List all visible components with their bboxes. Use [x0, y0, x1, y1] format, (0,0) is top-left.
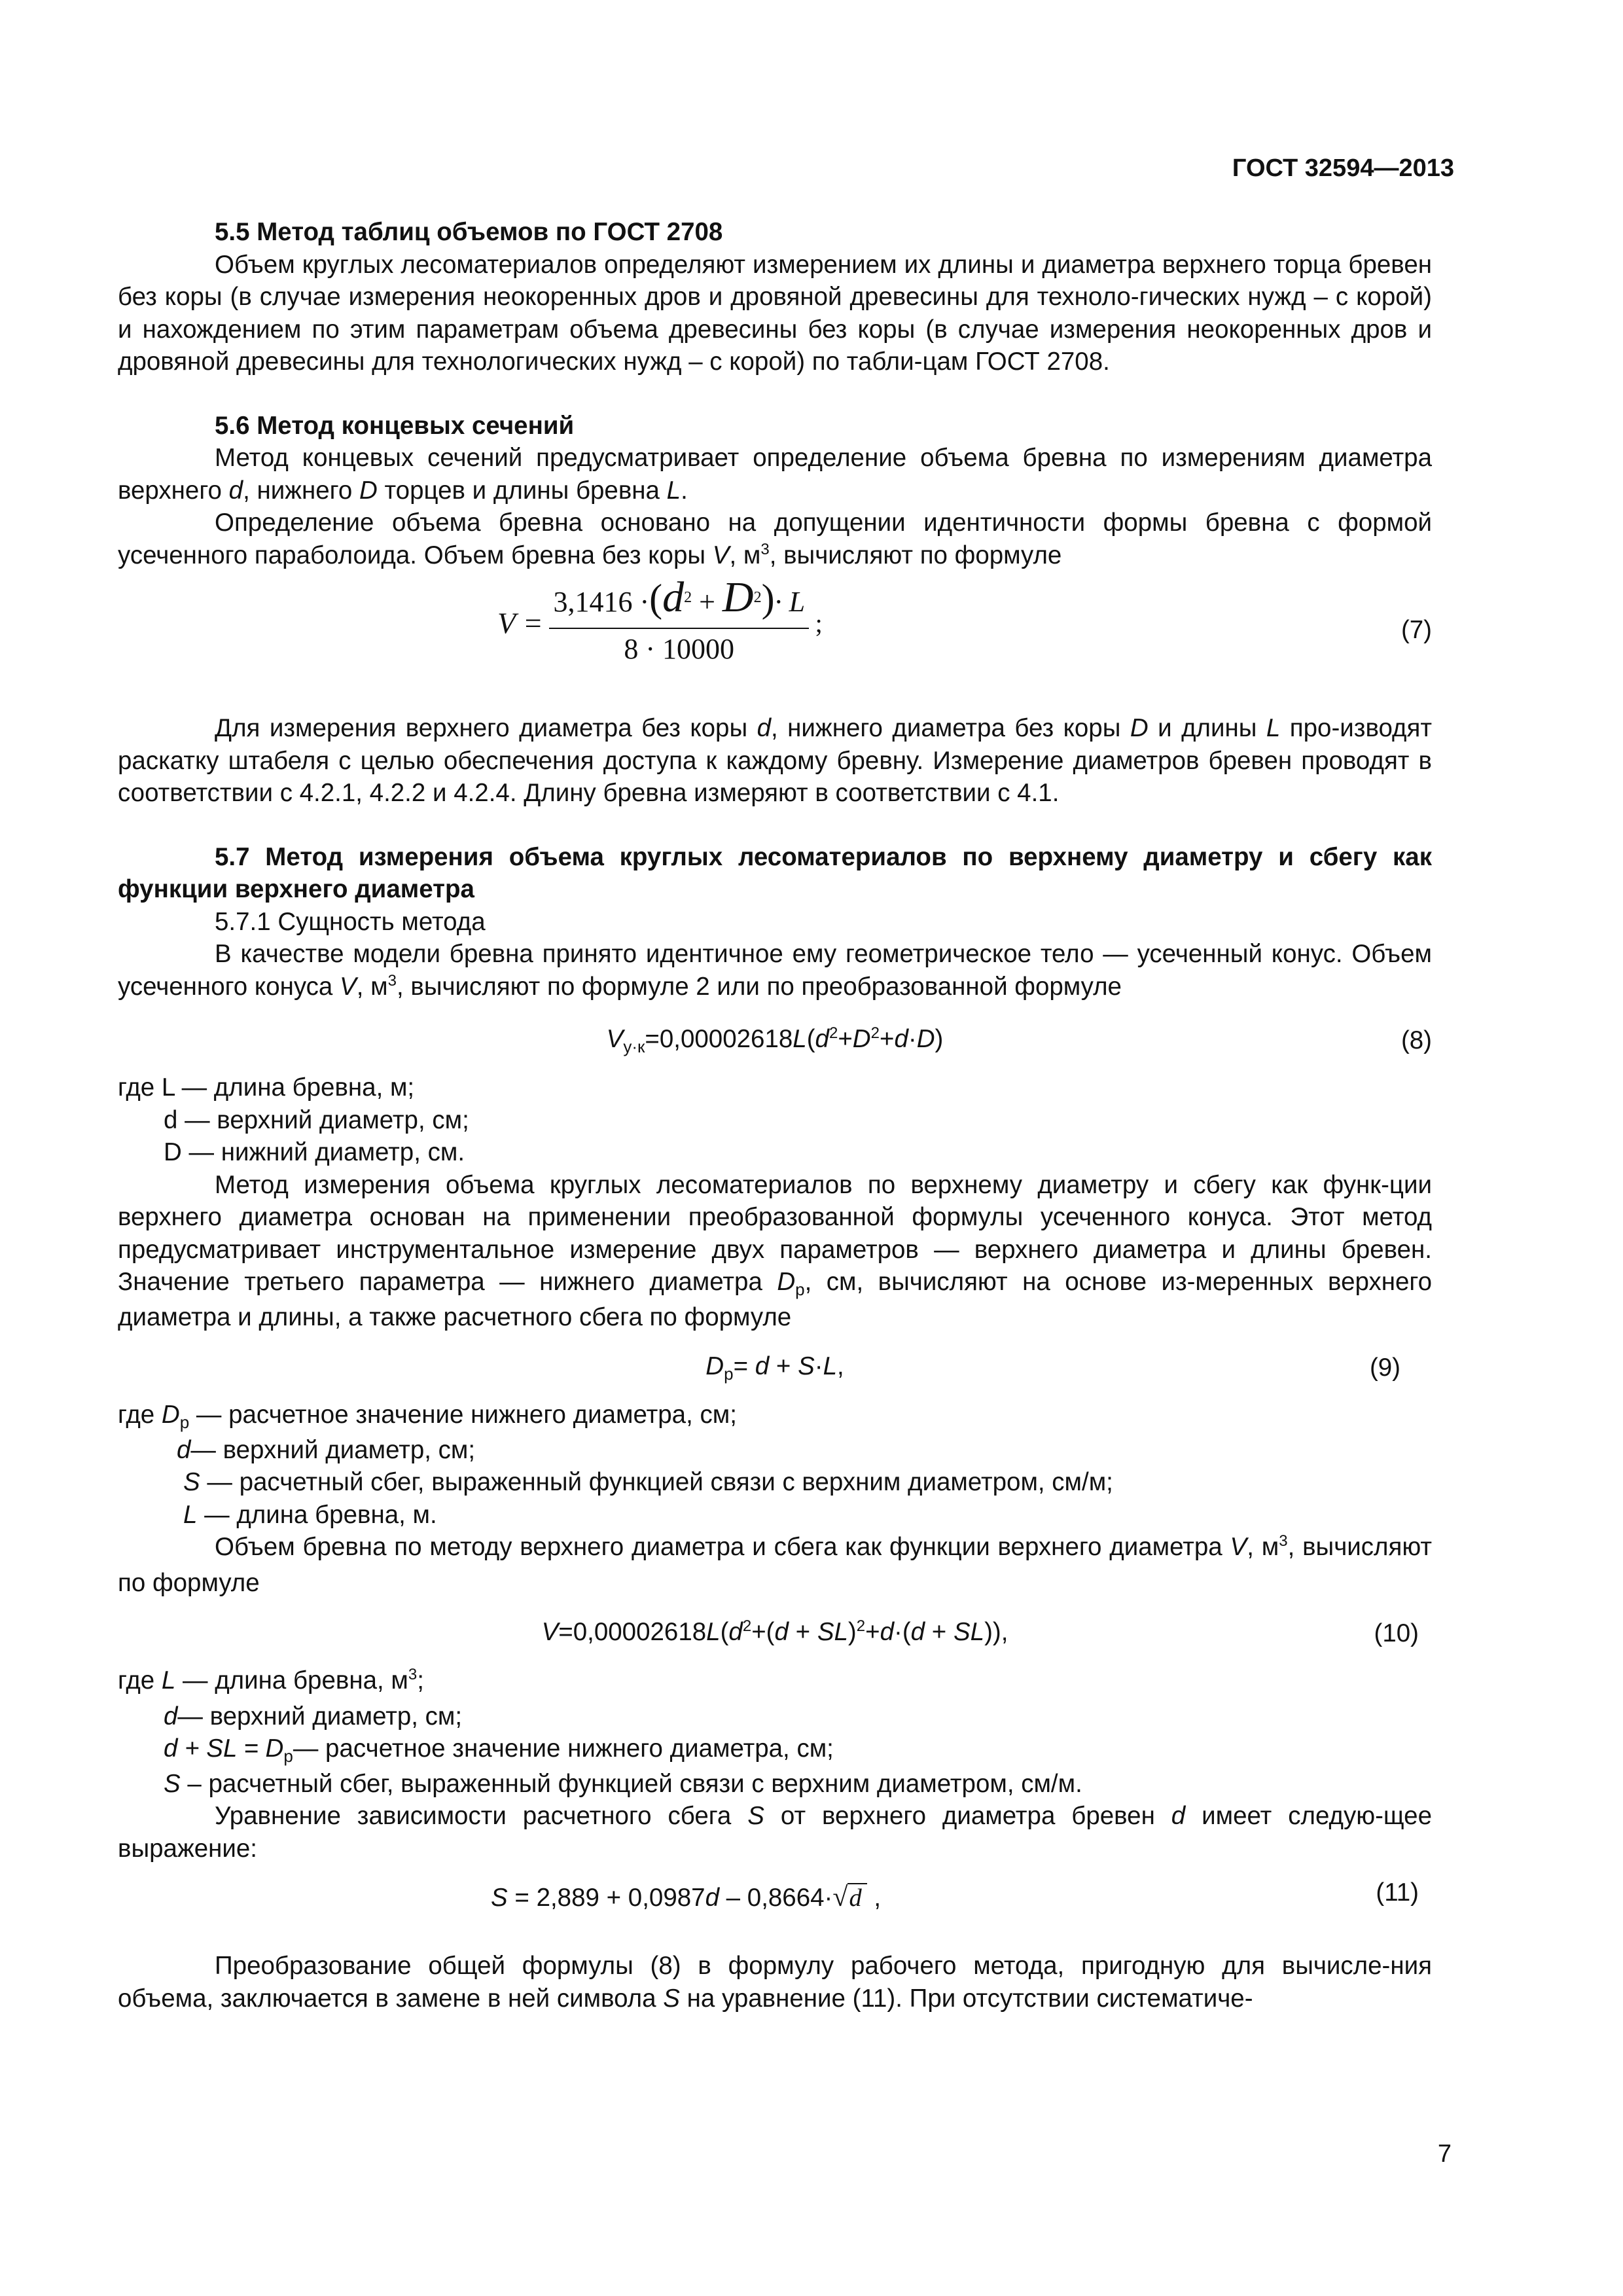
where-line-11: S – расчетный сбег, выраженный функцией связи с верхним диаметром, см/м.: [164, 1769, 1082, 1798]
section-5-7-1-subtitle: 5.7.1 Сущность метода: [215, 907, 486, 936]
where-line-8: где L — длина бревна, $м^3$;: [118, 1666, 424, 1695]
section-5-6-paragraph-3: Для измерения верхнего диаметра без коры d, нижнего диаметра без коры D и длины L про-изводят раскатку штабеля с целью обеспечения доступа к каждому бревну. Измерение диаметров бревен проводят в соответствии с 4.2.1, 4.2.2 и 4.2.4. Длину бревна измеряют в соответствии с 4.1.: [118, 714, 1432, 807]
formula-7-number: (7): [1400, 616, 1432, 644]
formula-11: S = 2,889 + 0,0987d – 0,8664·√d , (11): [118, 1865, 1432, 1930]
section-5-7-paragraph-4: Уравнение зависимости расчетного сбега S от верхнего диаметра бревен d имеет следую-щее выражение:: [118, 1802, 1432, 1863]
document-id: ГОСТ 32594—2013: [1232, 154, 1454, 182]
document-body: [118, 216, 1432, 2015]
where-line-1: где L — длина бревна, м;: [118, 1073, 415, 1102]
section-5-7-title: 5.7 Метод измерения объема круглых лесоматериалов по верхнему диаметру и сбегу как функции верхнего диаметра: [118, 842, 1432, 903]
section-5-6-title: 5.6 Метод концевых сечений: [215, 411, 575, 440]
where-line-6: S — расчетный сбег, выраженный функцией связи с верхним диаметром, см/м;: [183, 1468, 1113, 1496]
formula-10: $V=0,00002618L(d^2+(d + SL)^2+d\cdot(d + SL))$, (10): [118, 1599, 1432, 1664]
formula-11-number: (11): [1376, 1878, 1419, 1907]
formula-9: $D_р= d + S\cdot L$, (9): [705, 1352, 1400, 1384]
where-line-3: D — нижний диаметр, см.: [164, 1138, 465, 1166]
formula-7-fraction: $\frac{3,1416 \cdot(d^2 + D^2)\cdot L}{8 \cdot 10000}$: [549, 581, 809, 665]
where-line-7: L — длина бревна, м.: [183, 1500, 437, 1529]
section-5-7-paragraph-2: Метод измерения объема круглых лесоматериалов по верхнему диаметру и сбегу как функ-ции верхнего диаметра основан на применении преобразованной формулы усеченного конуса. Этот метод предусматривает инструментальное измерение двух параметров — верхнего диаметра и длины бревен. Значение третьего параметра — нижнего диаметра $D_р$, см, вычисляют на основе из-меренных верхнего диаметра и длины, а также расчетного сбега по формуле: [118, 1170, 1432, 1331]
where-line-2: d — верхний диаметр, см;: [164, 1105, 469, 1134]
section-5-7-paragraph-5: Преобразование общей формулы (8) в формулу рабочего метода, пригодную для вычисле-ния объема, заключается в замене в ней символа S на уравнение (11). При отсутствии систематиче-: [118, 1952, 1432, 2013]
section-5-6-paragraph-1: Метод концевых сечений предусматривает определение объема бревна по измерениям диаметра верхнего d, нижнего D торцев и длины бревна L.: [118, 444, 1432, 505]
section-5-5-paragraph: Объем круглых лесоматериалов определяют измерением их длины и диаметра верхнего торца бревен без коры (в случае измерения неокоренных дров и дровяной древесины для техноло-гических нужд – с корой) и нахождением по этим параметрам объема древесины без коры (в случае измерения неокоренных дров и дровяной древесины для технологических нужд – с корой) по табли-цам ГОСТ 2708.: [118, 250, 1432, 376]
formula-9-number: (9): [1369, 1354, 1400, 1382]
page-number: 7: [1437, 2140, 1452, 2168]
where-line-9: d— верхний диаметр, см;: [164, 1702, 463, 1731]
sqrt-radicand: d: [847, 1883, 866, 1912]
section-5-7-paragraph-1: В качестве модели бревна принято идентичное ему геометрическое тело — усеченный конус. Объем усеченного конуса V, $м^3$, вычисляют по формуле 2 или по преобразованной формуле: [118, 940, 1432, 1001]
section-5-6-paragraph-2: Определение объема бревна основано на допущении идентичности формы бревна с формой усеченного параболоида. Объем бревна без коры V, $м^3$, вычисляют по формуле: [118, 509, 1432, 569]
where-line-10: d + SL = $D_р—$ расчетное значение нижнего диаметра, см;: [164, 1734, 834, 1766]
formula-8: $V_{у\cdot к}=0,00002618L(d^2+D^2+d\cdot D)$ (8): [606, 1024, 1432, 1056]
where-line-4: где $D_р$ — расчетное значение нижнего диаметра, см;: [118, 1401, 737, 1432]
formula-10-number: (10): [1374, 1619, 1419, 1647]
formula-7: V = $\frac{3,1416 \cdot(d^2 + D^2)\cdot L}{8 \cdot 10000}$ ; (7): [497, 573, 1432, 665]
formula-8-number: (8): [1400, 1026, 1432, 1054]
section-5-7-paragraph-3: Объем бревна по методу верхнего диаметра и сбега как функции верхнего диаметра V, $м^3$, вычисляют по формуле: [118, 1532, 1433, 1597]
where-line-5: d— верхний диаметр, см;: [177, 1435, 476, 1464]
section-5-5-title: 5.5 Метод таблиц объемов по ГОСТ 2708: [215, 218, 723, 246]
